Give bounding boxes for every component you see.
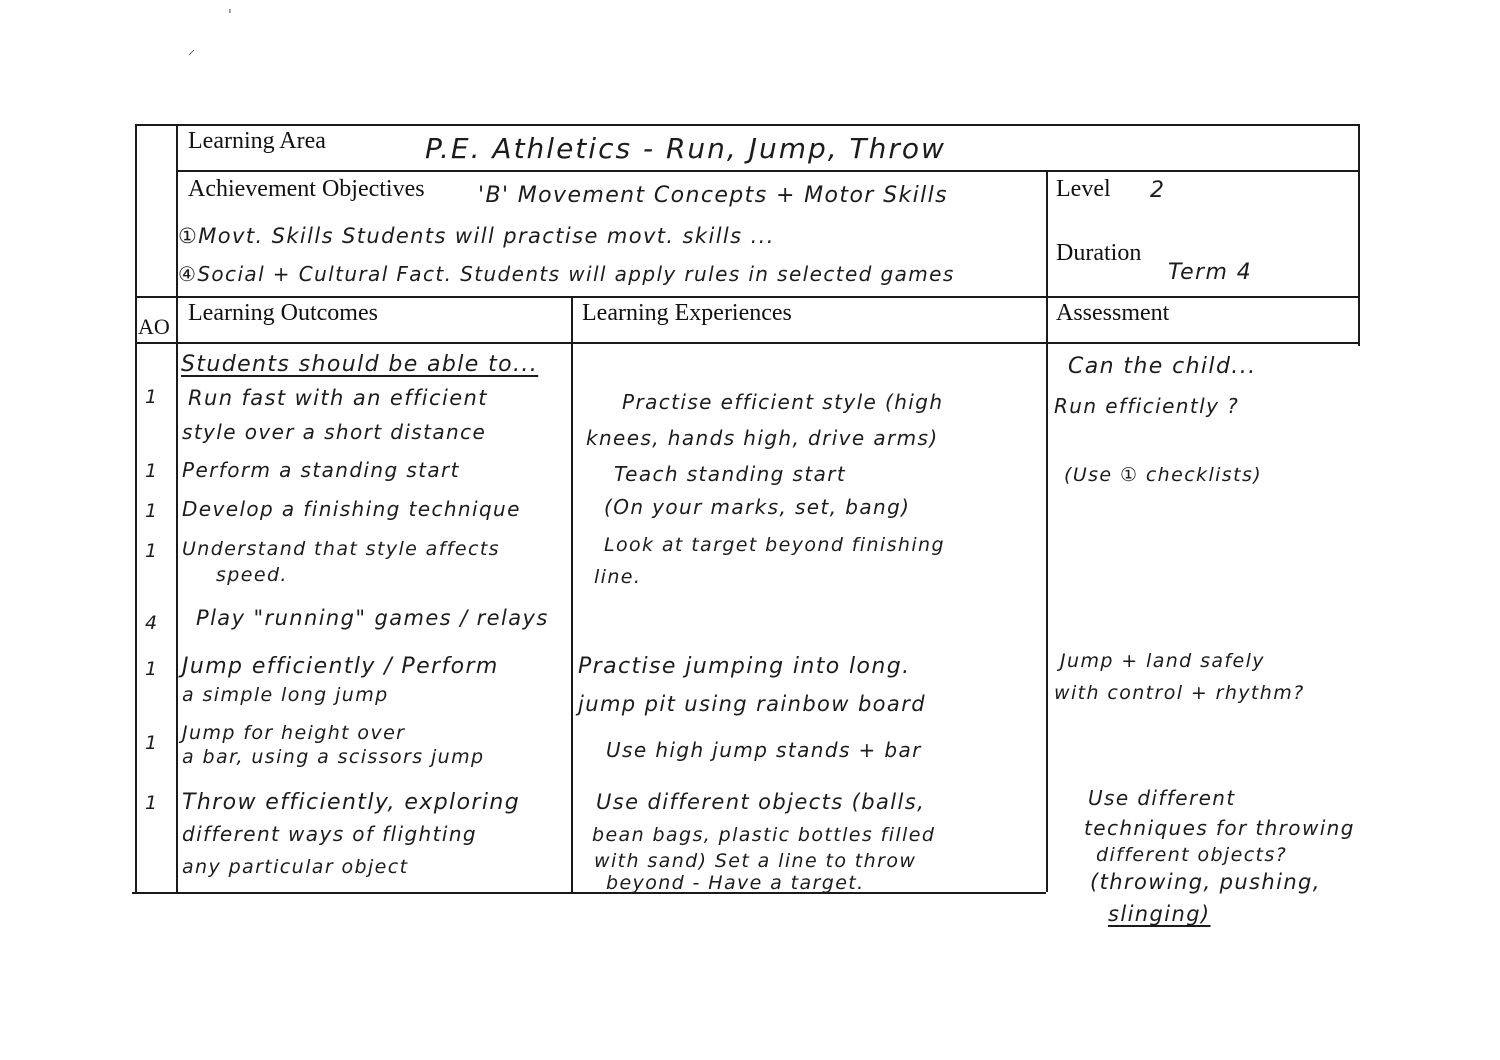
ao-number: 1 <box>145 386 159 408</box>
ao-number: 1 <box>145 540 159 562</box>
outcome-run: style over a short distance <box>182 420 487 444</box>
outcome-height: Jump for height over <box>182 722 406 744</box>
outcome-jump: Jump efficiently / Perform <box>182 654 499 679</box>
assessment-throw: (throwing, pushing, <box>1090 870 1321 894</box>
ao-number: 1 <box>145 500 159 522</box>
experience-look: Look at target beyond finishing <box>604 534 945 556</box>
row-divider <box>135 342 1360 344</box>
assessment-header: Assessment <box>1056 300 1170 326</box>
outcome-height: a bar, using a scissors jump <box>182 746 485 768</box>
experience-high-jump: Use high jump stands + bar <box>606 738 922 762</box>
outcomes-intro: Students should be able to... <box>181 352 539 377</box>
learning-area-label: Learning Area <box>188 128 326 154</box>
duration-value: Term 4 <box>1168 260 1253 285</box>
assessment-throw: different objects? <box>1096 844 1288 866</box>
column-divider <box>1046 170 1048 892</box>
outcome-throw: any particular object <box>182 856 409 878</box>
assessment-child: Can the child... <box>1068 354 1257 379</box>
experience-jumping: jump pit using rainbow board <box>578 692 926 716</box>
assessment-throw: slinging) <box>1108 902 1211 926</box>
row-divider <box>135 296 1360 298</box>
scan-mark: ˈ <box>228 8 232 24</box>
level-label: Level <box>1056 176 1111 202</box>
assessment-throw: Use different <box>1088 786 1236 810</box>
objective-4: ④Social + Cultural Fact. Students will apply rules in selected games <box>178 262 955 286</box>
objective-1: ①Movt. Skills Students will practise movt. skills ... <box>178 224 775 248</box>
experience-practise: Practise efficient style (high <box>622 390 944 414</box>
experience-marks: (On your marks, set, bang) <box>604 495 911 519</box>
ao-number: 1 <box>145 732 159 754</box>
learning-outcomes-header: Learning Outcomes <box>188 300 378 326</box>
outcome-throw: different ways of flighting <box>182 822 477 846</box>
achievement-objectives-value: 'B' Movement Concepts + Motor Skills <box>478 183 949 208</box>
experience-teach: Teach standing start <box>614 462 847 486</box>
scan-mark: ⸝ <box>188 42 195 58</box>
duration-label: Duration <box>1056 240 1142 266</box>
table-bottom-border <box>132 892 1046 894</box>
column-divider <box>571 296 573 892</box>
table-right-border <box>1358 124 1360 346</box>
assessment-checklists: (Use ① checklists) <box>1064 464 1263 486</box>
assessment-throw: techniques for throwing <box>1084 816 1355 840</box>
experience-objects: Use different objects (balls, <box>596 790 926 814</box>
assessment-jump: Jump + land safely <box>1060 650 1265 672</box>
experience-objects: with sand) Set a line to throw <box>594 850 917 872</box>
level-value: 2 <box>1150 178 1166 203</box>
experience-objects: beyond - Have a target. <box>606 872 865 894</box>
learning-area-value: P.E. Athletics - Run, Jump, Throw <box>425 132 946 165</box>
table-left-border <box>135 124 137 892</box>
ao-column-header: AO <box>138 314 170 339</box>
ao-number: 1 <box>145 658 159 680</box>
outcome-throw: Throw efficiently, exploring <box>182 790 521 815</box>
table-top-border <box>135 124 1360 126</box>
outcome-games: Play "running" games / relays <box>196 606 549 630</box>
assessment-jump: with control + rhythm? <box>1054 682 1305 704</box>
experience-jumping: Practise jumping into long. <box>578 654 911 679</box>
achievement-objectives-label: Achievement Objectives <box>188 176 425 202</box>
outcome-finishing: Develop a finishing technique <box>182 497 521 521</box>
ao-number: 1 <box>145 792 159 814</box>
outcome-run: Run fast with an efficient <box>188 386 488 410</box>
assessment-run: Run efficiently ? <box>1054 394 1240 418</box>
ao-number: 4 <box>145 612 159 634</box>
row-divider <box>177 170 1360 172</box>
outcome-jump: a simple long jump <box>182 684 389 706</box>
experience-look: line. <box>594 566 642 588</box>
learning-experiences-header: Learning Experiences <box>582 300 792 326</box>
ao-number: 1 <box>145 460 159 482</box>
outcome-style: speed. <box>216 564 288 586</box>
outcome-standing-start: Perform a standing start <box>182 458 460 482</box>
experience-objects: bean bags, plastic bottles filled <box>592 824 936 846</box>
experience-practise: knees, hands high, drive arms) <box>586 426 939 450</box>
outcome-style: Understand that style affects <box>182 538 500 560</box>
